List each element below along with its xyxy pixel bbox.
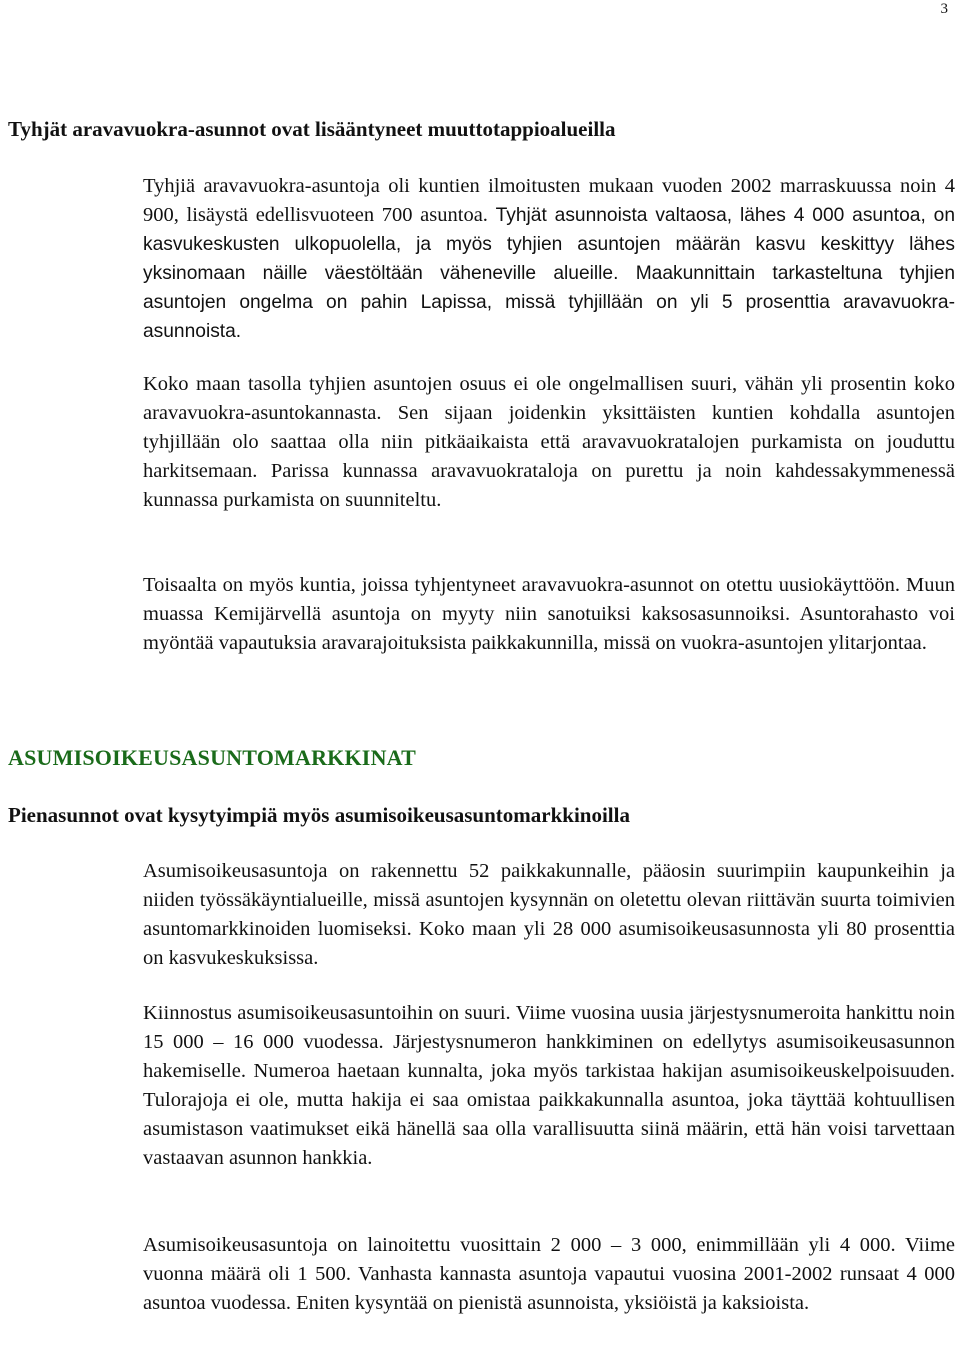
paragraph-segment: Tyhjiä aravavuokra-asuntoja oli kuntien ilmoitusten mukaan vuoden 2002 marraskuussa noin 4 900, lisäystä edellisvuoteen 700 asuntoa. (143, 175, 955, 226)
paragraph-right-of-occupancy-2: Kiinnostus asumisoikeusasuntoihin on suuri. Viime vuosina uusia järjestysnumeroita hankittu noin 15 000 – 16 000 vuodessa. Järjestysnumeron hankkiminen on edellytys asumisoikeusasunnon hakemiselle. Numeroa haetaan kunnalta, joka myös tarkistaa hakijan asumisoikeuskelpoisuuden. Tulorajoja ei ole, mutta hakija ei saa omistaa paikkakunnalla asuntoa, joka täyttää kohtuullisen asumistason vaatimukset eikä hänellä saa olla varallisuutta siinä määrin, että hän voisi tarvettaan vastaavan asunnon hankkia. (143, 1002, 955, 1169)
section-heading-small-flats: Pienasunnot ovat kysytyimpiä myös asumisoikeusasuntomarkkinoilla (8, 803, 630, 827)
paragraph-empty-flats-2: Koko maan tasolla tyhjien asuntojen osuus ei ole ongelmallisen suuri, vähän yli prosentin koko aravavuokra-asuntokannasta. Sen sijaan joidenkin yksittäisten kuntien kohdalla asuntojen tyhjillään olo saattaa olla niin pitkäaikaista että aravavuokratalojen purkamista on jouduttu harkitsemaan. Parissa kunnassa aravavuokrataloja on purettu ja noin kahdessakymmenessä kunnassa purkamista on suunniteltu. (143, 373, 955, 511)
paragraph-empty-flats-3: Toisaalta on myös kuntia, joissa tyhjentyneet aravavuokra-asunnot on otettu uusiokäyttöön. Muun muassa Kemijärvellä asuntoja on myyty niin sanotuiksi kaksosasunnoiksi. Asuntorahasto voi myöntää vapautuksia aravarajoituksista paikkakunnilla, missä on vuokra-asuntojen ylitarjontaa. (143, 574, 955, 654)
paragraph-segment-sans: Tyhjät asunnoista valtaosa, lähes 4 000 asuntoa, on kasvukeskusten ulkopuolella, ja myös tyhjien asuntojen määrän kasvu keskittyy lähes yksinomaan näille väestöltään väheneville alueille. Maakunnittain tarkasteltuna tyhjien asuntojen ongelma on pahin Lapissa, missä tyhjillään on yli 5 prosenttia aravavuokra-asunnoista. (143, 205, 955, 342)
section-heading-empty-flats: Tyhjät aravavuokra-asunnot ovat lisääntyneet muuttotappioalueilla (8, 117, 616, 141)
paragraph-right-of-occupancy-1: Asumisoikeusasuntoja on rakennettu 52 paikkakunnalle, pääosin suurimpiin kaupunkeihin ja niiden työssäkäyntialueille, missä asuntojen kysynnän on oletettu olevan riittävän suurta toimivien asuntomarkkinoiden luomiseksi. Koko maan yli 28 000 asumisoikeusasunnosta yli 80 prosenttia on kasvukeskuksissa. (143, 860, 955, 969)
page-number: 3 (940, 1, 948, 17)
paragraph-empty-flats-1 (143, 172, 955, 346)
section-title-right-of-occupancy: ASUMISOIKEUSASUNTOMARKKINAT (8, 745, 416, 770)
paragraph-right-of-occupancy-3: Asumisoikeusasuntoja on lainoitettu vuosittain 2 000 – 3 000, enimmillään yli 4 000. Viime vuonna määrä oli 1 500. Vanhasta kannasta asuntoja vapautui vuosina 2001-2002 runsaat 4 000 asuntoa vuodessa. Eniten kysyntää on pienistä asunnoista, yksiöistä ja kaksioista. (143, 1234, 955, 1314)
